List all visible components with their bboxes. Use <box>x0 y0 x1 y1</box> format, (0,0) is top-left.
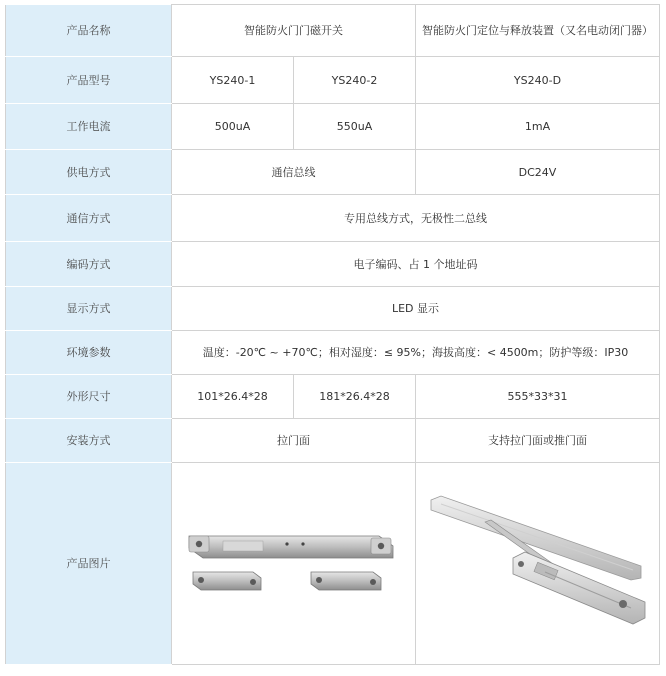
model-ys240-2: YS240-2 <box>294 57 416 104</box>
label-picture: 产品图片 <box>6 463 172 665</box>
row-power <box>6 150 660 195</box>
label-model: 产品型号 <box>6 57 172 104</box>
row-display <box>6 287 660 331</box>
size-ys240-1: 101*26.4*28 <box>172 375 294 419</box>
door-holder-name: 智能防火门定位与释放装置（又名电动闭门器） <box>416 5 660 57</box>
row-product-name <box>6 5 660 57</box>
label-install: 安装方式 <box>6 419 172 463</box>
label-current: 工作电流 <box>6 104 172 150</box>
label-power: 供电方式 <box>6 150 172 195</box>
row-size <box>6 375 660 419</box>
door-holder-image <box>416 463 660 665</box>
label-display: 显示方式 <box>6 287 172 331</box>
label-size: 外形尺寸 <box>6 375 172 419</box>
size-ys240-2: 181*26.4*28 <box>294 375 416 419</box>
power-holder: DC24V <box>416 150 660 195</box>
magnet-switch-name: 智能防火门门磁开关 <box>172 5 416 57</box>
current-ys240-d: 1mA <box>416 104 660 150</box>
comm-value: 专用总线方式，无极性二总线 <box>172 195 660 242</box>
row-current <box>6 104 660 150</box>
current-ys240-2: 550uA <box>294 104 416 150</box>
label-comm: 通信方式 <box>6 195 172 242</box>
magnet-switch-picture <box>179 514 409 614</box>
row-comm <box>6 195 660 242</box>
magnet-switch-image <box>172 463 416 665</box>
row-model <box>6 57 660 104</box>
spec-table <box>5 4 660 665</box>
model-ys240-d: YS240-D <box>416 57 660 104</box>
env-value: 温度：-20℃ ~ +70℃；相对湿度：≤ 95%；海拔高度：< 4500m；防护等级：IP30 <box>172 331 660 375</box>
model-ys240-1: YS240-1 <box>172 57 294 104</box>
label-product-name: 产品名称 <box>6 5 172 57</box>
install-holder: 支持拉门面或推门面 <box>416 419 660 463</box>
row-picture <box>6 463 660 665</box>
display-value: LED 显示 <box>172 287 660 331</box>
power-magnet: 通信总线 <box>172 150 416 195</box>
row-env <box>6 331 660 375</box>
size-ys240-d: 555*33*31 <box>416 375 660 419</box>
door-holder-picture <box>425 494 651 634</box>
row-encode <box>6 242 660 287</box>
label-env: 环境参数 <box>6 331 172 375</box>
current-ys240-1: 500uA <box>172 104 294 150</box>
label-encode: 编码方式 <box>6 242 172 287</box>
encode-value: 电子编码、占 1 个地址码 <box>172 242 660 287</box>
install-magnet: 拉门面 <box>172 419 416 463</box>
row-install <box>6 419 660 463</box>
